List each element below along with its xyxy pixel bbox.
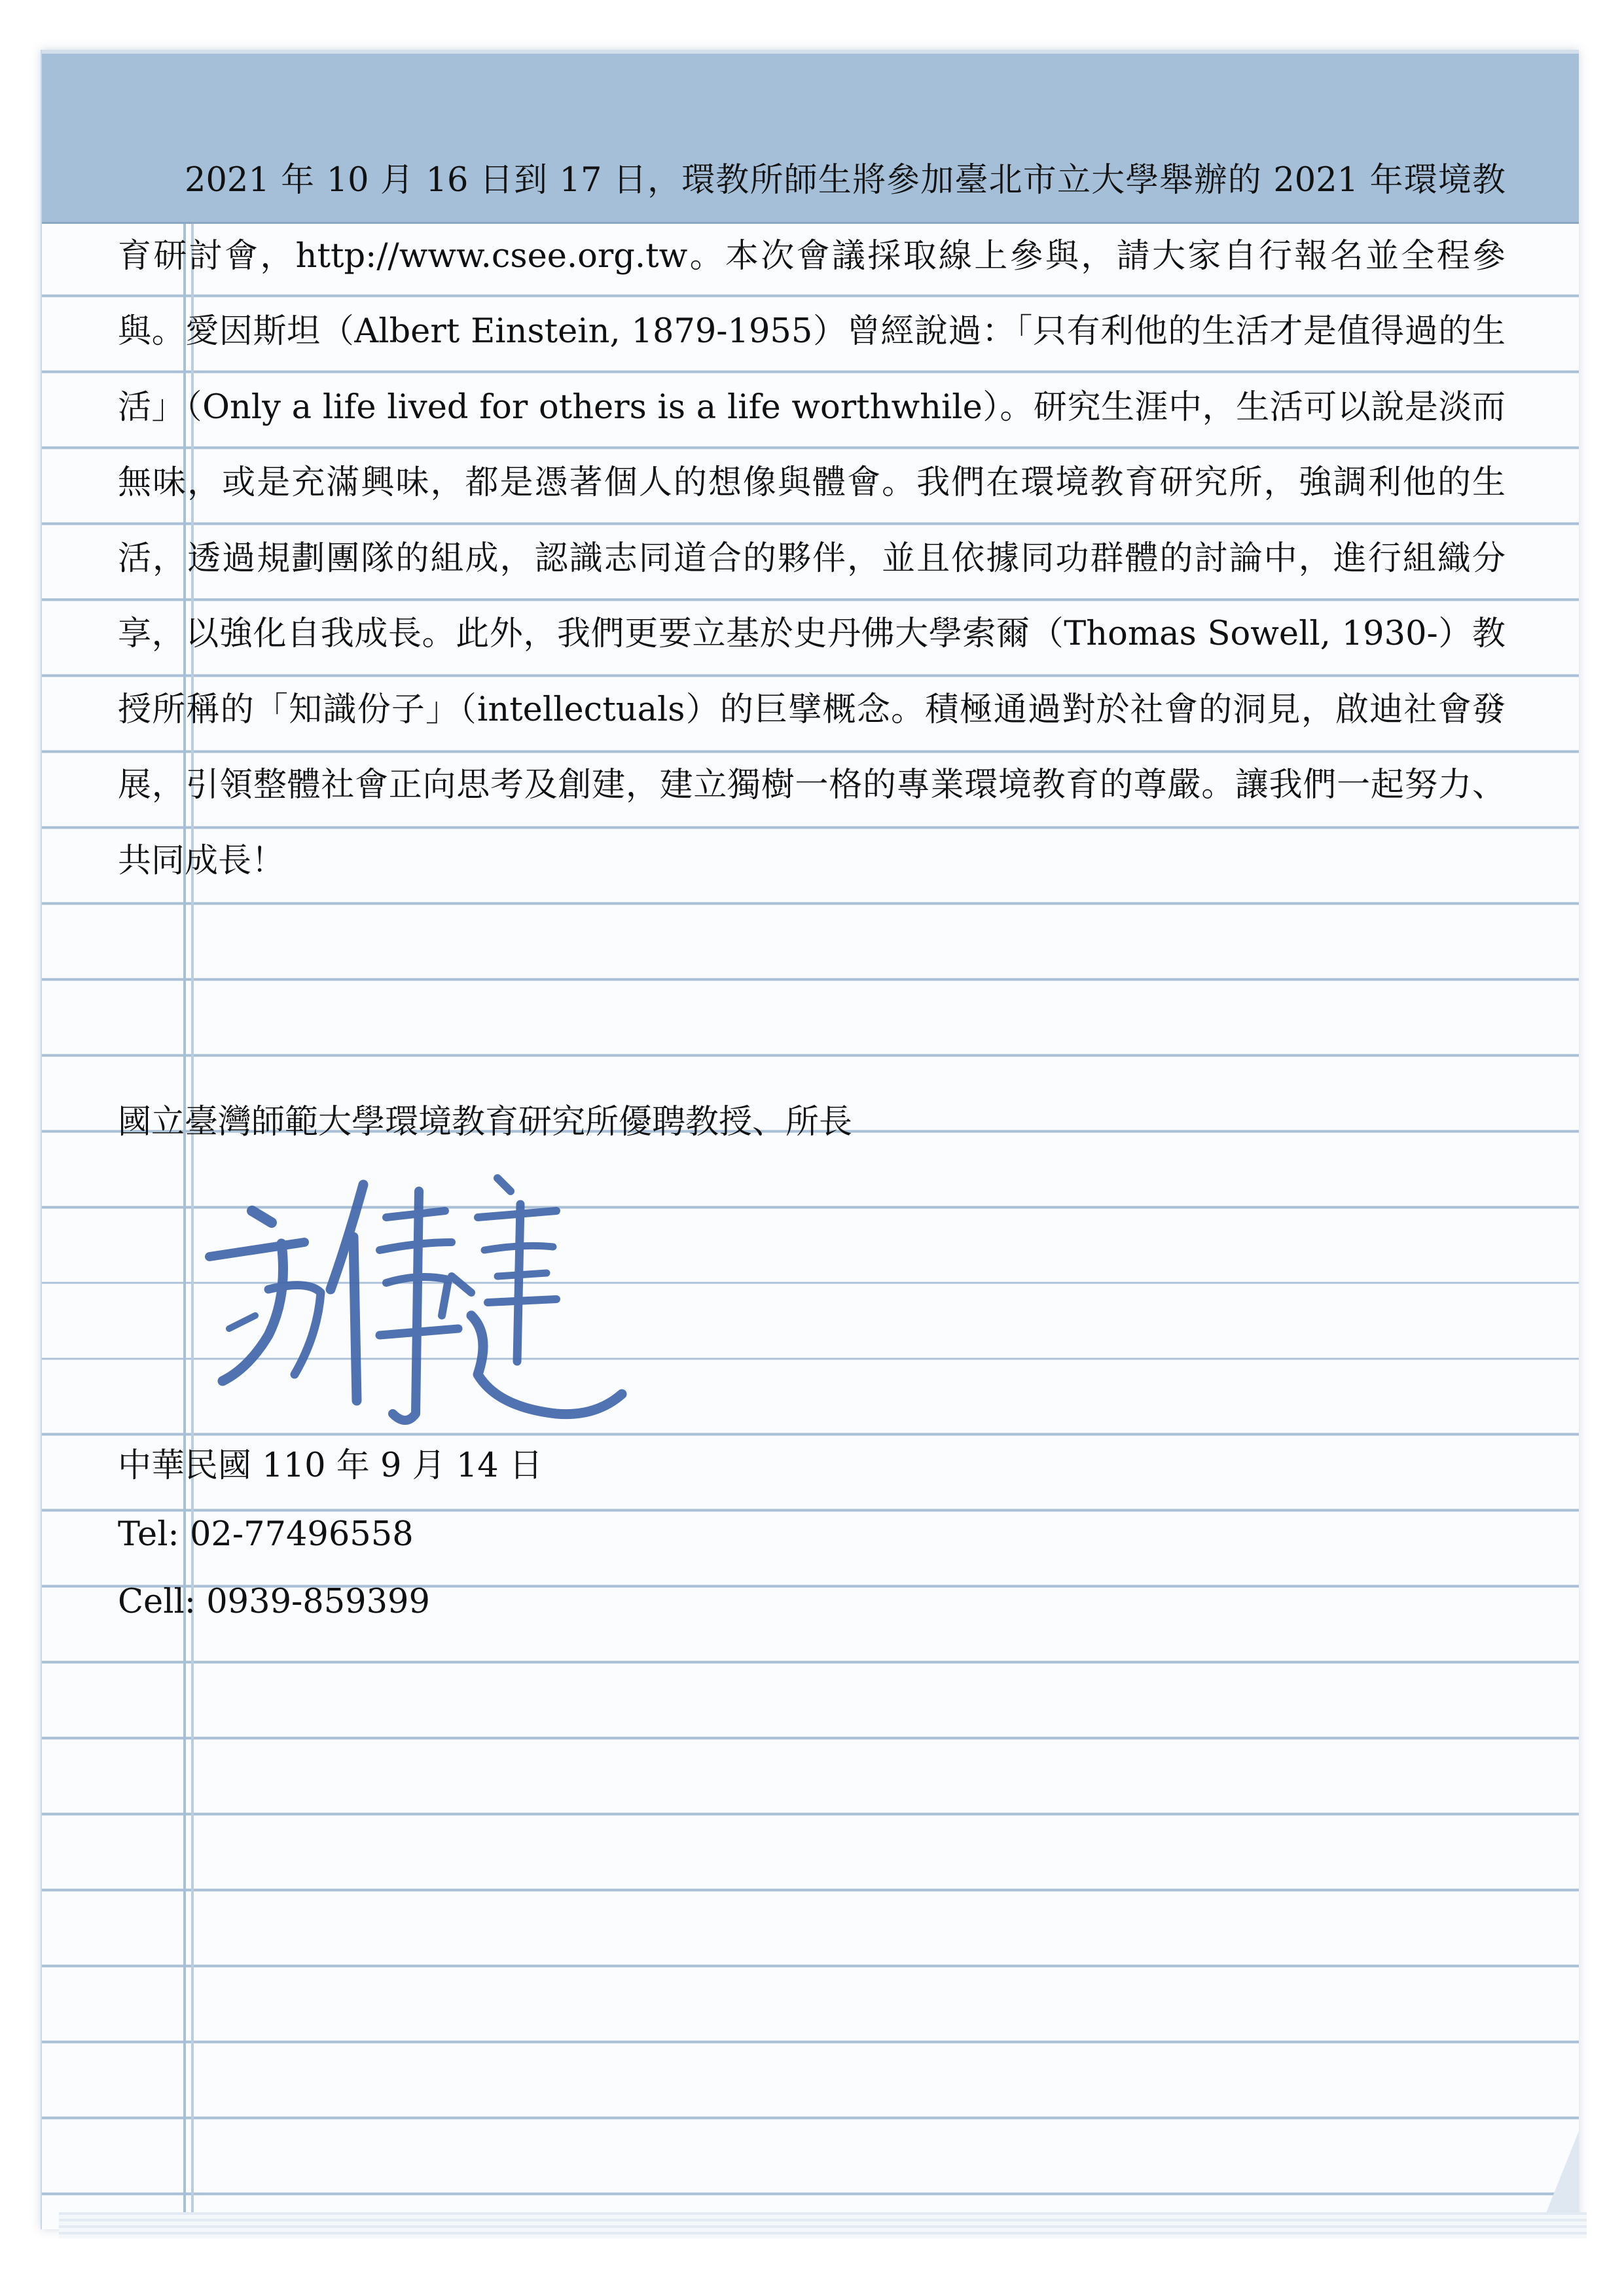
handwritten-signature (190, 1165, 648, 1453)
cell-number: Cell: 0939-859399 (118, 1583, 430, 1621)
letter-body: 2021 年 10 月 16 日到 17 日，環教所師生將參加臺北市立大學舉辦的 2021 年環境教育研討會，http://www.csee.org.tw。本次會議採取線上參與，請大家自行報名並全程參與。愛因斯坦（Albert Einstein, 1879-1955）曾經說過：「只有利他的生活才是值得過的生活」（Only a life lived for others is a life worthwhile）。研究生涯中，生活可以說是淡而無味，或是充滿興味，都是憑著個人的想像與體會。我們在環境教育研究所，強調利他的生活，透過規劃團隊的組成，認識志同道合的夥伴，並且依據同功群體的討論中，進行組織分享，以強化自我成長。此外，我們更要立基於史丹佛大學索爾（Thomas Sowell, 1930-）教授所稱的「知識份子」（intellectuals）的巨擘概念。積極通過對於社會的洞見，啟迪社會發展，引領整體社會正向思考及創建，建立獨樹一格的專業環境教育的尊嚴。讓我們一起努力、共同成長！ (118, 161, 1506, 880)
letter-date: 中華民國 110 年 9 月 14 日 (118, 1446, 543, 1485)
stacked-pages (59, 2212, 1587, 2238)
author-affiliation: 國立臺灣師範大學環境教育研究所優聘教授、所長 (118, 1103, 853, 1141)
telephone-number: Tel: 02-77496558 (118, 1515, 414, 1554)
